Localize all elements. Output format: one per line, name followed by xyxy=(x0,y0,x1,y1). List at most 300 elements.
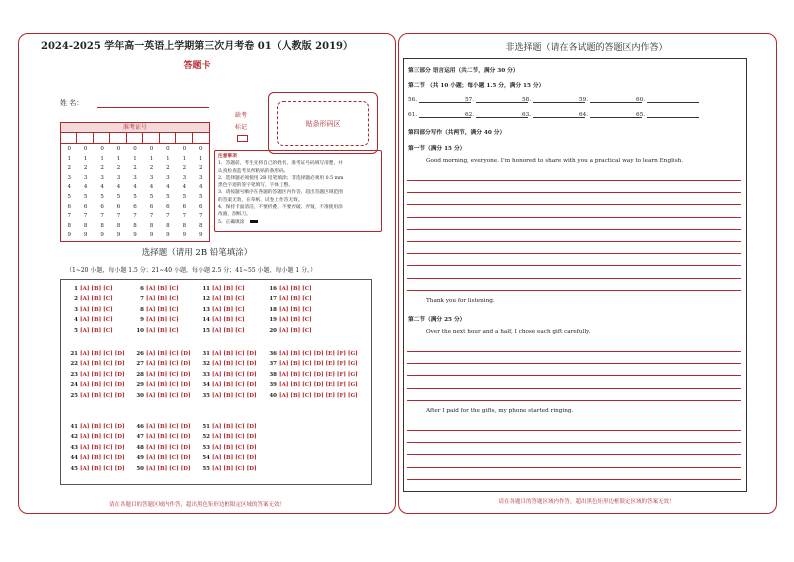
admission-digit[interactable]: 0 xyxy=(149,146,154,152)
blank-number: 61. xyxy=(408,112,418,118)
admission-digit[interactable]: 9 xyxy=(116,232,121,239)
admission-digit[interactable]: 8 xyxy=(182,222,187,229)
question-row[interactable] xyxy=(134,424,191,430)
question-row[interactable] xyxy=(200,351,257,357)
admission-digit[interactable]: 8 xyxy=(133,222,137,229)
admission-digit[interactable]: 3 xyxy=(100,174,104,181)
admission-number-grid xyxy=(60,122,210,242)
admission-box[interactable] xyxy=(110,133,126,143)
admission-digit[interactable]: 0 xyxy=(182,146,187,152)
answer-options[interactable]: [A] [B] [C] [D] xyxy=(146,361,191,368)
admission-digit[interactable]: 1 xyxy=(116,155,121,162)
question-row[interactable] xyxy=(68,317,113,323)
admission-digit[interactable]: 9 xyxy=(83,232,88,239)
admission-digit[interactable]: 5 xyxy=(199,193,203,200)
blank-number: 65. xyxy=(636,112,646,118)
question-row[interactable] xyxy=(68,361,125,367)
question-row[interactable] xyxy=(134,328,179,334)
admission-digit[interactable]: 1 xyxy=(83,155,88,162)
answer-options[interactable]: [A] [B] [C] [D] xyxy=(212,392,257,399)
left-warning: 请在各题目的答题区域内作答，超出黑色矩形边框限定区域的答案无效！ xyxy=(108,502,285,508)
blank-item[interactable] xyxy=(408,96,471,103)
absent-label-1: 缺考 xyxy=(234,112,247,119)
answer-options[interactable]: [A] [B] [C] xyxy=(279,317,312,324)
question-number: 12 xyxy=(202,296,210,303)
question-row[interactable] xyxy=(68,296,113,302)
admission-digit[interactable]: 9 xyxy=(182,232,187,239)
question-row[interactable] xyxy=(68,424,125,430)
blank-line[interactable] xyxy=(590,96,642,103)
writing-line[interactable] xyxy=(407,388,741,389)
answer-options[interactable]: [A] [B] [C] [D] xyxy=(146,382,191,389)
admission-digit[interactable]: 8 xyxy=(149,222,154,229)
question-row[interactable] xyxy=(200,445,257,451)
question-row[interactable] xyxy=(200,328,245,334)
question-row[interactable] xyxy=(68,372,125,378)
admission-number-label: 准考证号 xyxy=(60,122,210,132)
answer-options[interactable]: [A] [B] [C] xyxy=(146,327,179,334)
question-number: 4 xyxy=(74,317,78,324)
admission-digit[interactable]: 4 xyxy=(149,184,154,191)
question-number: 32 xyxy=(202,361,210,368)
admission-digit[interactable]: 6 xyxy=(83,203,88,210)
admission-digit[interactable]: 0 xyxy=(83,146,88,152)
question-number: 45 xyxy=(70,465,78,472)
question-row[interactable] xyxy=(200,317,245,323)
answer-options[interactable]: [A] [B] [C] xyxy=(80,317,113,324)
admission-digit[interactable]: 5 xyxy=(67,193,71,200)
admission-digit[interactable]: 3 xyxy=(149,174,154,181)
choice-title: 选择题（请用 2B 铅笔填涂） xyxy=(141,248,253,258)
answer-options[interactable]: [A] [B] [C] [D] xyxy=(80,465,125,472)
question-row[interactable] xyxy=(200,296,245,302)
admission-digit[interactable]: 3 xyxy=(133,174,137,181)
question-number: 49 xyxy=(136,455,144,462)
admission-digit[interactable]: 0 xyxy=(199,146,203,152)
instructions-lines xyxy=(218,160,378,226)
answer-options[interactable]: [A] [B] [C] xyxy=(279,327,312,334)
admission-digit[interactable]: 4 xyxy=(83,184,88,191)
admission-digit[interactable]: 9 xyxy=(133,232,137,239)
answer-options[interactable]: [A] [B] [C] xyxy=(80,306,113,313)
answer-options[interactable]: [A] [B] [C] [D] xyxy=(146,351,191,357)
answer-options[interactable]: [A] [B] [C] [D] xyxy=(146,434,191,441)
admission-digit[interactable]: 7 xyxy=(166,213,170,220)
admission-digit[interactable]: 7 xyxy=(149,213,154,220)
part4-heading: 第四部分写作（共两节，满分 40 分） xyxy=(408,130,506,136)
admission-digit[interactable]: 8 xyxy=(100,222,104,229)
question-number: 28 xyxy=(136,371,144,378)
admission-digit[interactable]: 1 xyxy=(133,155,137,162)
blank-line[interactable] xyxy=(533,96,585,103)
question-row[interactable] xyxy=(200,424,257,430)
admission-digit[interactable]: 7 xyxy=(133,213,137,220)
admission-digit[interactable]: 2 xyxy=(182,165,187,172)
question-row[interactable] xyxy=(267,351,358,357)
question-number: 10 xyxy=(136,327,144,334)
blank-item[interactable] xyxy=(579,96,642,103)
blank-number: 60. xyxy=(636,97,646,103)
question-row[interactable] xyxy=(134,307,179,313)
admission-digit[interactable]: 4 xyxy=(116,184,121,191)
answer-options[interactable]: [A] [B] [C] xyxy=(212,317,245,324)
question-row[interactable] xyxy=(68,434,125,440)
admission-digit[interactable]: 1 xyxy=(166,155,170,162)
answer-options[interactable]: [A] [B] [C] [D] xyxy=(80,444,125,451)
question-row[interactable] xyxy=(134,286,179,292)
question-row[interactable] xyxy=(200,434,257,440)
admission-box[interactable] xyxy=(127,133,143,143)
admission-digit[interactable]: 5 xyxy=(182,193,187,200)
writing-line[interactable] xyxy=(407,229,741,230)
admission-digit[interactable]: 5 xyxy=(133,193,137,200)
admission-digit[interactable]: 4 xyxy=(182,184,187,191)
question-number: 47 xyxy=(136,434,144,441)
writing-line[interactable] xyxy=(407,180,741,181)
blank-item[interactable] xyxy=(636,111,699,118)
question-row[interactable] xyxy=(68,307,113,313)
admission-digit[interactable]: 6 xyxy=(116,203,121,210)
blank-number: 59. xyxy=(579,97,589,103)
admission-digit[interactable]: 7 xyxy=(199,213,203,220)
question-row[interactable] xyxy=(200,286,245,292)
blank-item[interactable] xyxy=(636,96,699,103)
blank-item[interactable] xyxy=(579,111,642,118)
question-row[interactable] xyxy=(267,393,358,399)
question-row[interactable] xyxy=(267,328,312,334)
admission-digit[interactable]: 3 xyxy=(83,174,88,181)
answer-options[interactable]: [A] [B] [C] [D] xyxy=(212,424,257,430)
instructions-heading: 注意事项 xyxy=(218,154,237,159)
writing-line[interactable] xyxy=(407,454,741,455)
admission-box[interactable] xyxy=(61,133,77,143)
answer-options[interactable]: [A] [B] [C] xyxy=(212,306,245,313)
writing-line[interactable] xyxy=(407,467,741,468)
admission-digit[interactable]: 0 xyxy=(116,146,121,152)
instruction-line: 1．答题前，考生先将自己的姓名、准考证号码填写清楚，并 xyxy=(218,161,343,167)
part3-heading: 第三部分 语言运用（共二节，满分 30 分） xyxy=(408,68,519,74)
answer-options[interactable]: [A] [B] [C] [D] xyxy=(80,455,125,462)
admission-digit[interactable]: 2 xyxy=(100,165,104,172)
answer-options[interactable]: [A] [B] [C] [D] xyxy=(212,382,257,389)
question-number: 40 xyxy=(269,392,277,399)
answer-options[interactable]: [A] [B] [C] [D] xyxy=(80,382,125,389)
answer-options[interactable]: [A] [B] [C] [D] xyxy=(80,361,125,368)
writing-line[interactable] xyxy=(407,375,741,376)
writing-line[interactable] xyxy=(407,278,741,279)
admission-box[interactable] xyxy=(160,133,176,143)
answer-sheet-subtitle: 答题卡 xyxy=(183,61,211,71)
writing-line[interactable] xyxy=(407,479,741,480)
answer-options[interactable]: [A] [B] [C] [D] xyxy=(80,392,125,399)
admission-digit[interactable]: 6 xyxy=(149,203,154,210)
part4-section1-heading: 第一节（满分 15 分） xyxy=(408,146,466,152)
question-row[interactable] xyxy=(200,307,245,313)
answer-options[interactable]: [A] [B] [C] xyxy=(80,286,113,292)
admission-digit[interactable]: 2 xyxy=(116,165,121,172)
admission-digit[interactable]: 2 xyxy=(199,165,203,172)
admission-digit[interactable]: 0 xyxy=(67,146,71,152)
admission-box[interactable] xyxy=(77,133,93,143)
answer-options[interactable]: [A] [B] [C] [D] xyxy=(212,434,257,441)
answer-options[interactable]: [A] [B] [C] xyxy=(212,296,245,303)
blank-item[interactable] xyxy=(465,111,528,118)
admission-digit[interactable]: 2 xyxy=(133,165,137,172)
admission-digit[interactable]: 3 xyxy=(182,174,187,181)
admission-box[interactable] xyxy=(193,133,209,143)
admission-digit[interactable]: 5 xyxy=(116,193,121,200)
admission-digit[interactable]: 6 xyxy=(166,203,170,210)
name-field[interactable] xyxy=(97,100,209,108)
question-row[interactable] xyxy=(267,286,312,292)
question-number: 16 xyxy=(269,286,277,292)
blank-line[interactable] xyxy=(476,111,528,118)
admission-digit[interactable]: 4 xyxy=(67,184,71,191)
question-row[interactable] xyxy=(134,382,191,388)
blank-number: 62. xyxy=(465,112,475,118)
blank-line[interactable] xyxy=(590,111,642,118)
answer-options[interactable]: [A] [B] [C] [D] xyxy=(80,434,125,441)
answer-options[interactable]: [A] [B] [C] [D] xyxy=(212,444,257,451)
answer-options[interactable]: [A] [B] [C] [D] [E] [F] [G] xyxy=(279,382,358,389)
admission-digit[interactable]: 2 xyxy=(67,165,71,172)
admission-digit[interactable]: 6 xyxy=(67,203,71,210)
admission-digit[interactable]: 3 xyxy=(199,174,203,181)
admission-digit[interactable]: 6 xyxy=(199,203,203,210)
writing-line[interactable] xyxy=(407,253,741,254)
question-number: 42 xyxy=(70,434,78,441)
admission-digit[interactable]: 3 xyxy=(67,174,71,181)
question-row[interactable] xyxy=(267,382,358,388)
instruction-line: 5．正确填涂 xyxy=(218,219,378,226)
answer-options[interactable]: [A] [B] [C] [D] xyxy=(146,371,191,378)
admission-digit[interactable]: 8 xyxy=(199,222,203,229)
absent-label-2: 标记 xyxy=(234,124,247,131)
question-row[interactable] xyxy=(134,296,179,302)
question-number: 43 xyxy=(70,444,78,451)
admission-digit[interactable]: 5 xyxy=(166,193,170,200)
answer-options[interactable]: [A] [B] [C] [D] xyxy=(146,465,191,472)
question-row[interactable] xyxy=(134,372,191,378)
answer-options[interactable]: [A] [B] [C] xyxy=(80,296,113,303)
admission-digit[interactable]: 8 xyxy=(116,222,121,229)
question-number: 48 xyxy=(136,444,144,451)
blank-line[interactable] xyxy=(419,111,471,118)
answer-options[interactable]: [A] [B] [C] xyxy=(279,306,312,313)
part4-section2-heading: 第二节（满分 25 分） xyxy=(408,317,466,323)
answer-options[interactable]: [A] [B] [C] [D] xyxy=(80,351,125,357)
blank-line[interactable] xyxy=(647,96,699,103)
admission-digit[interactable]: 4 xyxy=(166,184,170,191)
question-row[interactable] xyxy=(267,317,312,323)
admission-digit[interactable]: 1 xyxy=(100,155,104,162)
admission-digit[interactable]: 4 xyxy=(199,184,203,191)
admission-digit[interactable]: 1 xyxy=(182,155,187,162)
question-number: 36 xyxy=(269,351,277,357)
answer-options[interactable]: [A] [B] [C] [D] xyxy=(212,351,257,357)
blank-line[interactable] xyxy=(533,111,585,118)
admission-digit[interactable]: 5 xyxy=(83,193,88,200)
admission-digit[interactable]: 6 xyxy=(133,203,137,210)
answer-options[interactable]: [A] [B] [C] xyxy=(146,306,179,313)
question-number: 52 xyxy=(202,434,210,441)
question-row[interactable] xyxy=(200,361,257,367)
writing-line[interactable] xyxy=(407,192,741,193)
admission-digit[interactable]: 7 xyxy=(83,213,88,220)
admission-box[interactable] xyxy=(143,133,159,143)
answer-options[interactable]: [A] [B] [C] xyxy=(146,317,179,324)
writing-line[interactable] xyxy=(407,290,741,291)
blank-item[interactable] xyxy=(408,111,471,118)
admission-digit[interactable]: 5 xyxy=(149,193,154,200)
answer-options[interactable]: [A] [B] [C] [D] xyxy=(80,371,125,378)
blank-item[interactable] xyxy=(522,96,585,103)
writing-line[interactable] xyxy=(407,400,741,401)
answer-options[interactable]: [A] [B] [C] [D] xyxy=(212,465,257,472)
answer-options[interactable]: [A] [B] [C] xyxy=(146,286,179,292)
admission-digit[interactable]: 4 xyxy=(133,184,137,191)
question-row[interactable] xyxy=(267,361,358,367)
question-row[interactable] xyxy=(134,393,191,399)
admission-digit[interactable]: 3 xyxy=(166,174,170,181)
blank-item[interactable] xyxy=(522,111,585,118)
answer-options[interactable]: [A] [B] [C] [D] xyxy=(146,424,191,430)
answer-options[interactable]: [A] [B] [C] xyxy=(279,286,312,292)
question-number: 1 xyxy=(74,286,78,292)
admission-digit[interactable]: 8 xyxy=(83,222,88,229)
question-number: 38 xyxy=(269,371,277,378)
admission-digit[interactable]: 9 xyxy=(166,232,170,239)
admission-digit[interactable]: 7 xyxy=(67,213,71,220)
admission-digit[interactable]: 5 xyxy=(100,193,104,200)
answer-options[interactable]: [A] [B] [C] [D] xyxy=(212,371,257,378)
answer-options[interactable]: [A] [B] [C] [D] xyxy=(80,424,125,430)
question-row[interactable] xyxy=(134,466,191,472)
question-row[interactable] xyxy=(134,434,191,440)
barcode-label: 贴条形码区 xyxy=(277,101,369,146)
answer-options[interactable]: [A] [B] [C] [D] [E] [F] [G] xyxy=(279,392,358,399)
answer-options[interactable]: [A] [B] [C] xyxy=(212,286,245,292)
question-number: 22 xyxy=(70,361,78,368)
answer-options[interactable]: [A] [B] [C] [D] xyxy=(146,455,191,462)
admission-digit[interactable]: 8 xyxy=(166,222,170,229)
question-row[interactable] xyxy=(134,455,191,461)
admission-digit[interactable]: 0 xyxy=(166,146,170,152)
absent-checkbox[interactable] xyxy=(237,135,248,142)
question-row[interactable] xyxy=(200,455,257,461)
admission-digit[interactable]: 2 xyxy=(149,165,154,172)
answer-options[interactable]: [A] [B] [C] [D] xyxy=(146,392,191,399)
admission-box[interactable] xyxy=(176,133,192,143)
admission-digit[interactable]: 7 xyxy=(116,213,121,220)
question-row[interactable] xyxy=(68,286,113,292)
admission-digit[interactable]: 1 xyxy=(199,155,203,162)
answer-options[interactable]: [A] [B] [C] xyxy=(212,327,245,334)
question-row[interactable] xyxy=(200,382,257,388)
question-row[interactable] xyxy=(134,445,191,451)
question-row[interactable] xyxy=(200,372,257,378)
admission-digit[interactable]: 6 xyxy=(182,203,187,210)
admission-digit[interactable]: 2 xyxy=(166,165,170,172)
question-row[interactable] xyxy=(267,296,312,302)
question-row[interactable] xyxy=(68,382,125,388)
admission-digit[interactable]: 9 xyxy=(149,232,154,239)
answer-options[interactable]: [A] [B] [C] [D] [E] [F] [G] xyxy=(279,361,358,368)
admission-digit[interactable]: 3 xyxy=(116,174,121,181)
writing-line[interactable] xyxy=(407,265,741,266)
writing-line[interactable] xyxy=(407,241,741,242)
writing-line[interactable] xyxy=(407,363,741,364)
question-number: 14 xyxy=(202,317,210,324)
answer-options[interactable]: [A] [B] [C] [D] [E] [F] [G] xyxy=(279,351,358,357)
answer-options[interactable]: [A] [B] [C] [D] [E] [F] [G] xyxy=(279,371,358,378)
answer-options[interactable]: [A] [B] [C] [D] xyxy=(146,444,191,451)
admission-digit[interactable]: 2 xyxy=(83,165,88,172)
continuation-para1: Over the next hour and a half, I chose each gift carefully. xyxy=(426,329,591,335)
question-row[interactable] xyxy=(134,361,191,367)
admission-box[interactable] xyxy=(94,133,110,143)
answer-options[interactable]: [A] [B] [C] xyxy=(146,296,179,303)
question-row[interactable] xyxy=(134,351,191,357)
blank-number: 58. xyxy=(522,97,532,103)
admission-digit[interactable]: 0 xyxy=(133,146,137,152)
instructions-box xyxy=(214,150,382,232)
admission-digit[interactable]: 9 xyxy=(67,232,71,239)
instruction-line: 3．请按题号顺序在各题的答题区内作答，超出答题区域范围 xyxy=(218,190,343,196)
writing-line[interactable] xyxy=(407,351,741,352)
writing-line[interactable] xyxy=(407,430,741,431)
answer-options[interactable]: [A] [B] [C] xyxy=(279,296,312,303)
answer-options[interactable]: [A] [B] [C] [D] xyxy=(212,361,257,368)
blank-line[interactable] xyxy=(647,111,699,118)
admission-digit[interactable]: 9 xyxy=(100,232,104,239)
question-row[interactable] xyxy=(68,455,125,461)
question-row[interactable] xyxy=(267,307,312,313)
admission-digit[interactable]: 9 xyxy=(199,232,203,239)
question-row[interactable] xyxy=(68,466,125,472)
question-number: 3 xyxy=(74,306,78,313)
question-row[interactable] xyxy=(68,393,125,399)
question-number: 54 xyxy=(202,455,210,462)
question-row[interactable] xyxy=(267,372,358,378)
admission-digit[interactable]: 1 xyxy=(149,155,154,162)
answer-options[interactable]: [A] [B] [C] xyxy=(80,327,113,334)
admission-digit[interactable]: 8 xyxy=(67,222,71,229)
writing-line[interactable] xyxy=(407,442,741,443)
blank-line[interactable] xyxy=(476,96,528,103)
admission-digit[interactable]: 1 xyxy=(67,155,71,162)
question-row[interactable] xyxy=(134,317,179,323)
question-row[interactable] xyxy=(68,328,113,334)
admission-digit[interactable]: 4 xyxy=(100,184,104,191)
admission-digit[interactable]: 6 xyxy=(100,203,104,210)
blank-item[interactable] xyxy=(465,96,528,103)
answer-options[interactable]: [A] [B] [C] [D] xyxy=(212,455,257,462)
writing-line[interactable] xyxy=(407,204,741,205)
question-row[interactable] xyxy=(68,445,125,451)
question-number: 39 xyxy=(269,382,277,389)
admission-digit[interactable]: 7 xyxy=(100,213,104,220)
blank-line[interactable] xyxy=(419,96,471,103)
page-title: 2024-2025 学年高一英语上学期第三次月考卷 01（人教版 2019） xyxy=(40,41,353,52)
admission-digit[interactable]: 0 xyxy=(100,146,104,152)
question-number: 5 xyxy=(74,327,78,334)
question-row[interactable] xyxy=(68,351,125,357)
admission-digit[interactable]: 7 xyxy=(182,213,187,220)
writing-line[interactable] xyxy=(407,217,741,218)
question-row[interactable] xyxy=(200,466,257,472)
question-row[interactable] xyxy=(200,393,257,399)
